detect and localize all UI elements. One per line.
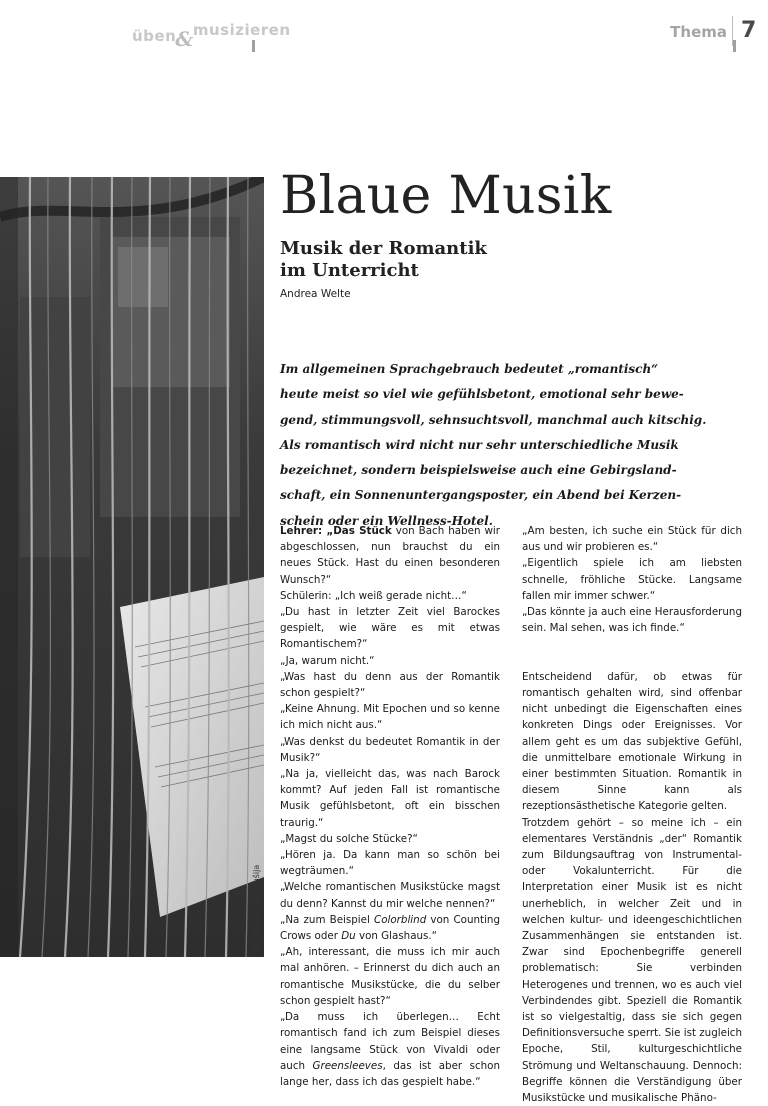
page-number: 7 [741,18,757,43]
section-label: Thema [670,23,727,41]
dialog-line: „Was denkst du bedeutet Romantik in der Musik?“ [280,735,500,764]
body-paragraph: Entscheidend dafür, ob etwas für romantisch gehalten wird, sind offenbar nicht unbedingt die Eigenschaften eines konkreten Dings oder Ereignisses. Vor allem geht es um das subjektive Gefühl, die unmittelbare emotionale Wirkung in einer bestimmten Situation. Romantik in diesem Sinne kann als rezeptionsästhetische Kategorie gelten. [522,670,742,813]
photo-credit: Foto: Nihad Nino Pušija [252,864,261,957]
dialog-line: „Ja, warum nicht.“ [280,654,375,667]
dialog-line: „Welche romantischen Musikstücke magst du denn? Kannst du mir welche nennen?“ [280,881,500,910]
lead-line: heute meist so viel wie gefühlsbetont, emotional sehr bewe- [280,387,684,402]
dialog-line: „Am besten, ich suche ein Stück für dich aus und wir probieren es.“ [522,525,742,554]
example-title-2: Du [341,930,356,943]
dialog-line: „Keine Ahnung. Mit Epochen und so kenne ich mich nicht aus.“ [280,703,500,732]
example-pre: „Na zum Beispiel [280,913,375,926]
example-mid: von Counting Crows oder [280,913,500,943]
paragraph-gap [522,636,742,652]
crop-mark-right [733,40,736,52]
brand-ampersand: & [175,27,194,51]
dialog-line: „Ah, interessant, die muss ich mir auch mal anhören. – Erinnerst du dich auch an romantische Musikstücke, die du selber schon gespielt hast?“ [280,946,500,1007]
brand-part-1: üben [132,27,177,45]
lead-paragraph [280,357,740,534]
last-pre: „Da muss ich überlegen… Echt romantisch fand ich zum Beispiel dieses eine langsame Stück von Vivaldi oder auch [280,1011,500,1072]
harp-photo-graphic [0,177,264,957]
dialog-line [280,523,500,588]
lead-line: Als romantisch wird nicht nur sehr unterschiedliche Musik [280,437,679,452]
dialog-line [280,1009,500,1090]
dialog-line: „Na ja, vielleicht das, was nach Barock kommt? Auf jeden Fall ist romantische Musik gefühlsbetont, oft ein bisschen traurig.“ [280,768,500,829]
last-post: , das ist aber schon lange her, dass ich das gespielt habe.“ [280,1059,501,1088]
article-subtitle [280,238,640,282]
lead-line: schaft, ein Sonnenuntergangsposter, ein Abend bei Kerzen- [280,488,682,503]
dialog-line: „Das könnte ja auch eine Herausforderung sein. Mal sehen, was ich finde.“ [522,606,742,635]
lead-line: Im allgemeinen Sprachgebrauch bedeutet „romantisch“ [280,362,659,376]
paragraph-gap [522,653,742,669]
lead-line: bezeichnet, sondern beispielsweise auch eine Gebirgsland- [280,463,677,478]
dialog-line: „Hören ja. Da kann man so schön bei wegträumen.“ [280,849,500,878]
crop-mark-left [252,40,255,52]
article-title: Blaue Musik [280,166,612,226]
example-title-1: Colorblind [374,913,427,926]
body-paragraph: Trotzdem gehört – so meine ich – ein elementares Verständnis „der“ Romantik zum Bildungsauftrag von Instrumental- oder Vokalunterricht. Für die Interpretation einer Musik ist es nicht unerheblich, in welcher Zeit und in welchen kultur- und ideengeschichtlichen Zusammenhängen sie entstanden ist. Zwar sind Epochenbegriffe generell problematisch: Sie verbinden Heterogenes und trennen, wo es auch viel Verbindendes gibt. Speziell die Romantik ist so vielgestaltig, dass sie sich gegen Definitionsversuche sperrt. Sie ist zugleich Epoche, Stil, kulturgeschichtliche Strömung und Weltanschauung. Dennoch: Begriffe können die Verständigung über Musikstücke und musikalische Phäno- [522,816,742,1105]
brand-part-2: musizieren [192,21,291,39]
magazine-brand [132,21,291,51]
example-post: von Glashaus.“ [355,930,438,943]
dialog-opening-rest: von Bach haben wir abgeschlossen, nun brauchst du ein neues Stück. Hast du einen besonderen Wunsch?“ [280,525,500,586]
dialog-line: „Eigentlich spiele ich am liebsten schnelle, fröhliche Stücke. Langsame fallen mir immer schwer.“ [522,557,742,602]
body-column-1 [280,523,500,1090]
dialog-line: „Was hast du denn aus der Romantik schon gespielt?“ [280,670,500,700]
dialog-line [280,912,500,944]
page-divider [732,16,733,46]
lead-line: schein oder ein Wellness-Hotel. [280,513,493,528]
dialog-line: „Magst du solche Stücke?“ [280,832,418,845]
author-name: Andrea Welte [280,288,351,300]
dialog-line: Schülerin: „Ich weiß gerade nicht…“ [280,589,467,602]
last-title: Greensleeves [312,1059,383,1072]
body-column-2 [522,523,742,1106]
dialog-opening-bold: Lehrer: „Das Stück [280,525,392,537]
subtitle-line-2: im Unterricht [280,260,419,281]
harp-photo [0,177,264,957]
lead-line: gend, stimmungsvoll, sehnsuchtsvoll, manchmal auch kitschig. [280,412,707,427]
subtitle-line-1: Musik der Romantik [280,238,487,259]
dialog-line: „Du hast in letzter Zeit viel Barockes gespielt, wie wäre es mit etwas Romantischem?“ [280,606,500,651]
